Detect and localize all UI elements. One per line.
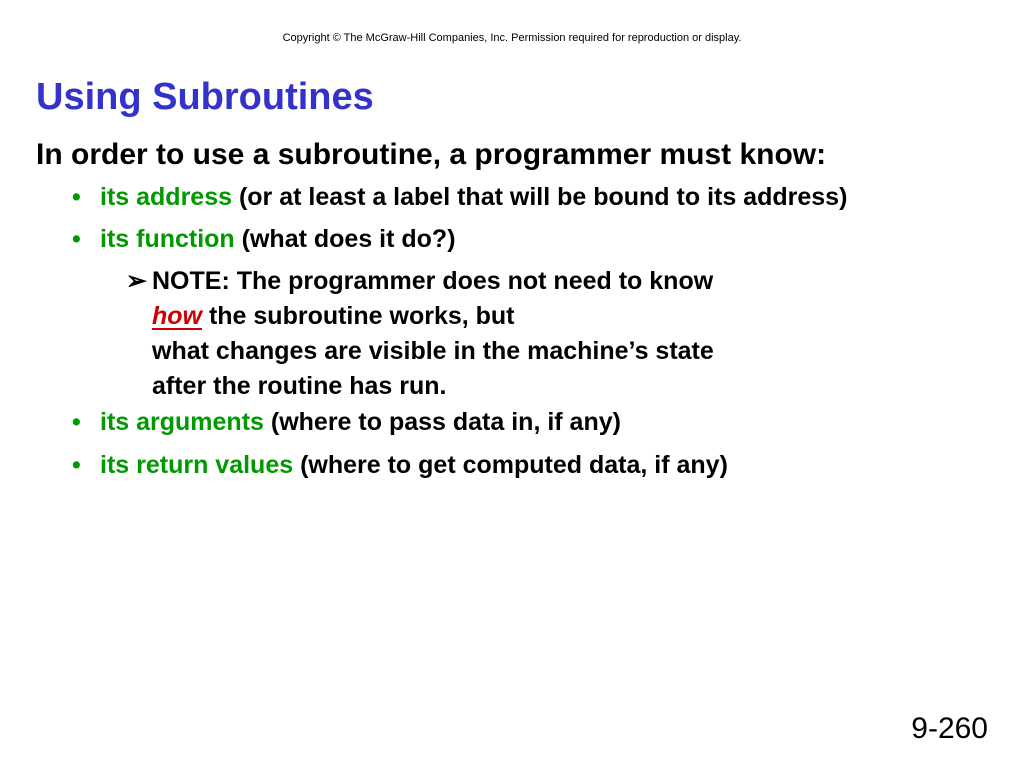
bullet-term: its address [100,183,233,211]
bullet-description: (or at least a label that will be bound to its address) [232,183,848,211]
bullet-item-return-values [72,451,728,480]
bullet-term: its return values [100,451,294,479]
note-line-4: after the routine has run. [152,372,447,400]
bullet-term: its function [100,225,235,253]
note-line-3: what changes are visible in the machine’s state [152,337,714,365]
note-block [126,264,714,404]
note-emphasis: how [152,302,202,330]
bullet-description: (what does it do?) [234,225,456,253]
bullet-marker: • [72,408,81,436]
lead-text: In order to use a subroutine, a programmer must know: [36,138,827,171]
note-line-1 [126,264,714,299]
note-line-2 [126,299,714,334]
bullet-term: its arguments [100,408,264,436]
note-text-1: NOTE: The programmer does not need to know [152,267,714,295]
bullet-marker: • [72,451,81,479]
page-number: 9-260 [911,712,988,745]
bullet-item-function [72,225,456,254]
bullet-description: (where to get computed data, if any) [293,451,728,479]
bullet-item-arguments [72,408,621,437]
note-text-2: the subroutine works, but [202,302,515,330]
bullet-marker: • [72,183,81,211]
bullet-description: (where to pass data in, if any) [263,408,621,436]
bullet-marker: • [72,225,81,253]
slide-title: Using Subroutines [36,76,374,118]
bullet-item-address [72,183,847,212]
copyright-notice: Copyright © The McGraw-Hill Companies, Inc. Permission required for reproduction or display. [282,32,742,44]
arrow-bullet-icon: ➢ [126,267,147,295]
